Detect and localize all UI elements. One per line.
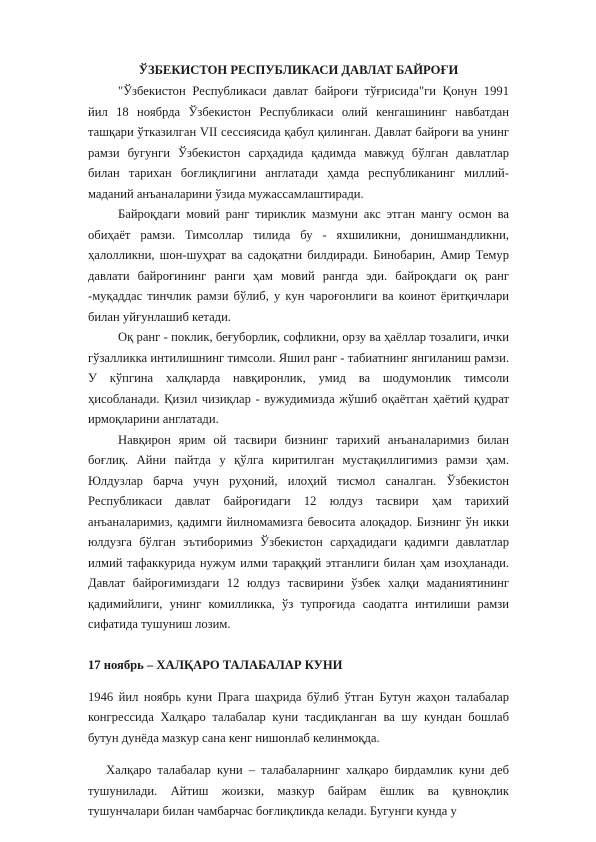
paragraph-student-day-meaning: Халқаро талабалар куни – талабаларнинг халқаро бирдамлик куни деб тушунилади. Айтиш жоизки, мазкур байрам ёшлик ва қувноқлик тушунчалари билан чамбарчас боғлиқликда келади. Бугунги кунда у	[88, 763, 509, 818]
paragraph-crescent-stars: Навқирон ярим ой тасвири бизнинг тарихий анъаналаримиз билан боғлиқ. Айни пайтда у қўлга киритилган мустақиллигимиз рамзи ҳам. Юлдузлар барча учун руҳоний, илоҳий тисмол саналган. Ўзбекистон Республикаси давлат байроғидаги 12 юлдуз тасвири ҳам тарихий анъаналаримиз, қадимги йилномамизга бевосита алоқадор. Бизнинг ўн икки юлдузга бўлган эътиборимиз Ўзбекистон сарҳадидаги қадимги давлатлар илмий тафаккурида нужум илми тараққий этганлиги билан ҳам изоҳланади. Давлат байроғимиздаги 12 юлдуз тасвирини ўзбек халқи маданиятининг қадимийлиги, унинг комилликка, ўз тупроғида саодатга интилиши рамзи сифатида тушуниш лозим.	[88, 432, 509, 631]
paragraph-white-green-red: Оқ ранг - поклик, беғуборлик, софликни, орзу ва ҳаёллар тозалиги, ички гўзалликка интилишнинг тимсоли. Яшил ранг - табиатнинг янгиланиш рамзи. У кўпгина халқларда навқиронлик, умид ва шодумонлик тимсоли ҳисобланади. Қизил чизиқлар - вужудимизда жўшиб оқаётган ҳаётий қудрат ирмоқларини англатади.	[88, 330, 509, 426]
paragraph-student-day-origin: 1946 йил ноябрь куни Прага шаҳрида бўлиб ўтган Бутун жаҳон талабалар конгрессида Халқаро талабалар куни тасдиқланган ва шу кундан бошлаб бутун дунёда мазкур сана кенг нишонлаб келинмоқда.	[88, 689, 509, 745]
paragraph-law-adoption: "Ўзбекистон Республикаси давлат байроғи тўғрисида"ги Қонун 1991 йил 18 ноябрда Ўзбекистон Республикаси олий кенгашининг навбатдан ташқари ўтказилган VII сессиясида қабул қилинган. Давлат байроғи ва унинг рамзи бугунги Ўзбекистон сарҳадида қадимда мавжуд бўлган давлатлар билан тарихан боғлиқлигини англатади ҳамда республиканинг миллий-маданий анъаналарини ўзида мужассамлаштиради.	[88, 84, 509, 201]
paragraph-blue-color: Байроқдаги мовий ранг тириклик мазмуни акс этган мангу осмон ва обиҳаёт рамзи. Тимсоллар тилида бу - яхшиликни, донишмандликни, ҳалолликни, шон-шуҳрат ва садоқатни билдиради. Бинобарин, Амир Темур давлати байроғининг ранги ҳам мовий рангда эди. байроқдаги оқ ранг -муқаддас тинчлик рамзи бўлиб, у кун чароғонлиги ва коинот ёритқичлари билан уйғунлашиб кетади.	[88, 207, 509, 324]
document-page	[88, 60, 509, 822]
section-title: 17 ноябрь – ХАЛҚАРО ТАЛАБАЛАР КУНИ	[88, 657, 343, 672]
document-title: ЎЗБЕКИСТОН РЕСПУБЛИКАСИ ДАВЛАТ БАЙРОҒИ	[138, 63, 459, 77]
